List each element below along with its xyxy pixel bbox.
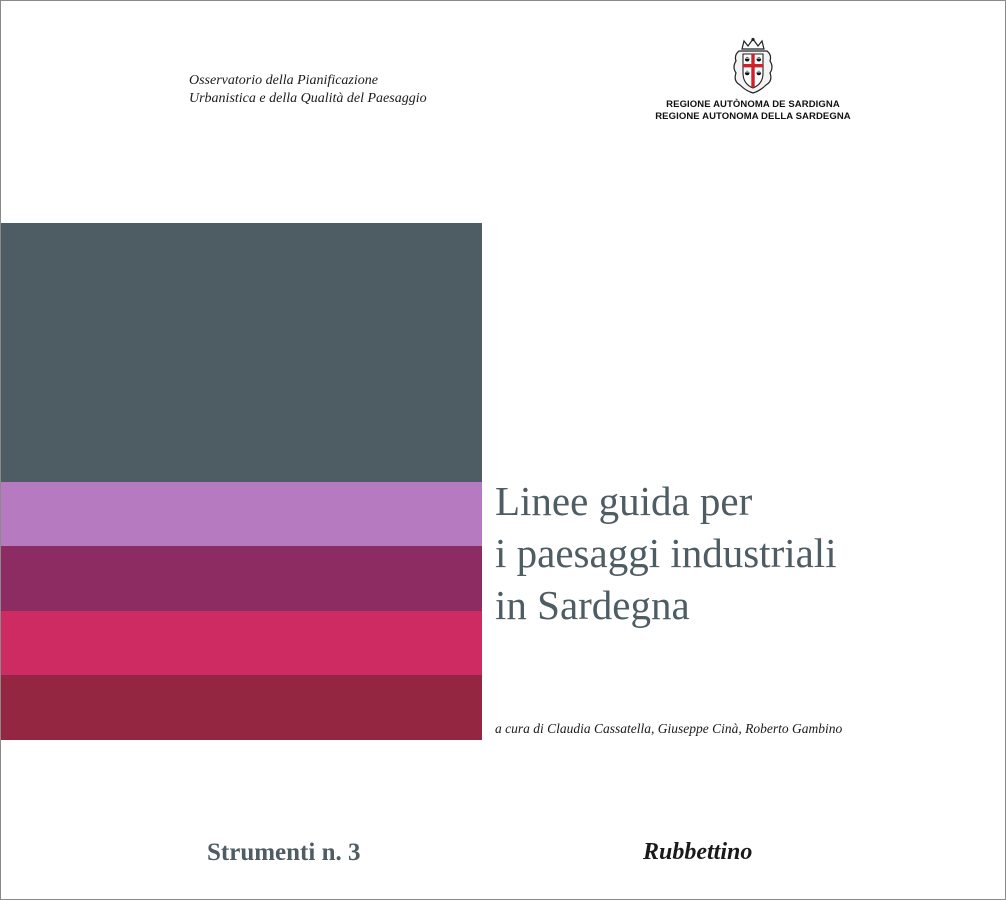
title-line-3: in Sardegna (495, 582, 690, 628)
sardinia-coat-of-arms-icon (724, 37, 782, 95)
title-line-1: Linee guida per (495, 478, 753, 524)
band-lilac (1, 482, 482, 546)
series-label: Strumenti n. 3 (207, 839, 361, 866)
title-line-2: i paesaggi industriali (495, 530, 837, 576)
editors-credit: a cura di Claudia Cassatella, Giuseppe Cinà, Roberto Gambino (495, 721, 843, 736)
region-block (631, 37, 875, 123)
observatory-name (189, 72, 427, 108)
band-dark-slate (1, 223, 482, 482)
region-name-italian: REGIONE AUTONOMA DELLA SARDEGNA (655, 111, 851, 122)
region-name-sardinian: REGIONE AUTÒNOMA DE SARDIGNA (666, 99, 840, 110)
observatory-line-2: Urbanistica e della Qualità del Paesaggio (189, 91, 427, 106)
publisher-name: Rubbettino (643, 839, 753, 865)
band-plum (1, 546, 482, 611)
band-wine (1, 675, 482, 740)
book-title (495, 475, 837, 631)
band-raspberry (1, 611, 482, 675)
color-bands (1, 223, 482, 740)
observatory-line-1: Osservatorio della Pianificazione (189, 73, 378, 88)
